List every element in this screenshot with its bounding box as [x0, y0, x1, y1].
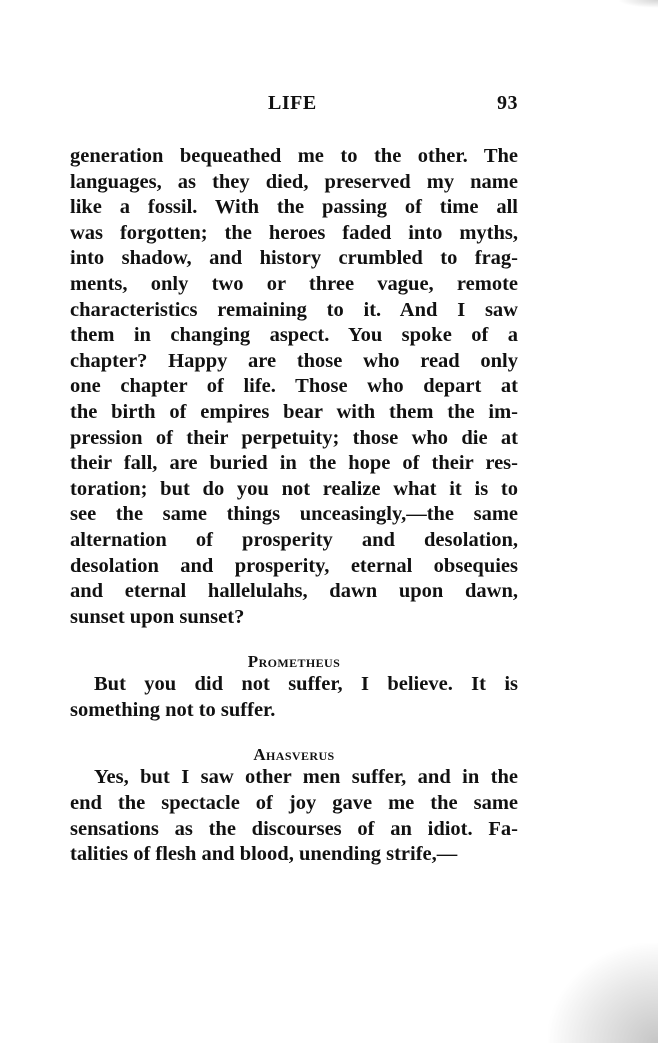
- text-line: toration; but do you not realize what it is to: [70, 477, 518, 500]
- text-line: languages, as they died, preserved my name: [70, 170, 518, 193]
- text-line: ments, only two or three vague, remote: [70, 272, 518, 295]
- text-line: talities of flesh and blood, unending strife,—: [70, 843, 458, 866]
- text-line: Yes, but I saw other men suffer, and in the: [94, 766, 518, 789]
- text-line: their fall, are buried in the hope of their res-: [70, 452, 518, 475]
- speaker-name-prometheus: Prometheus: [247, 652, 341, 672]
- text-line: the birth of empires bear with them the im-: [70, 400, 518, 423]
- speech-prometheus: [70, 672, 518, 723]
- scan-artifact-top: [618, 0, 658, 8]
- text-line: sunset upon sunset?: [70, 605, 245, 628]
- scan-artifact-corner: [548, 943, 658, 1043]
- text-line: sensations as the discourses of an idiot. Fa-: [70, 817, 518, 840]
- text-line: like a fossil. With the passing of time all: [70, 196, 518, 219]
- text-line: But you did not suffer, I believe. It is: [94, 673, 518, 696]
- text-line: generation bequeathed me to the other. The: [70, 145, 518, 167]
- page-header: [70, 88, 518, 122]
- text-line: characteristics remaining to it. And I saw: [70, 298, 518, 321]
- text-line: alternation of prosperity and desolation,: [70, 528, 518, 551]
- text-line: pression of their perpetuity; those who die at: [70, 426, 518, 449]
- text-line: into shadow, and history crumbled to frag-: [70, 247, 518, 270]
- text-line: them in changing aspect. You spoke of a: [70, 324, 518, 347]
- speaker-name-ahasverus: Ahasverus: [253, 745, 335, 765]
- page-number: 93: [497, 92, 518, 114]
- text-line: end the spectacle of joy gave me the same: [70, 792, 518, 815]
- text-line: see the same things unceasingly,—the same: [70, 503, 518, 526]
- running-title: LIFE: [268, 92, 317, 114]
- book-page: [70, 88, 518, 868]
- text-line: one chapter of life. Those who depart at: [70, 375, 518, 398]
- text-line: desolation and prosperity, eternal obsequies: [70, 554, 518, 577]
- paragraph-continued: [70, 144, 518, 630]
- text-line: and eternal hallelulahs, dawn upon dawn,: [70, 580, 518, 603]
- text-line: something not to suffer.: [70, 698, 276, 721]
- speech-ahasverus: [70, 765, 518, 867]
- text-line: chapter? Happy are those who read only: [70, 349, 518, 372]
- text-line: was forgotten; the heroes faded into myths,: [70, 221, 518, 244]
